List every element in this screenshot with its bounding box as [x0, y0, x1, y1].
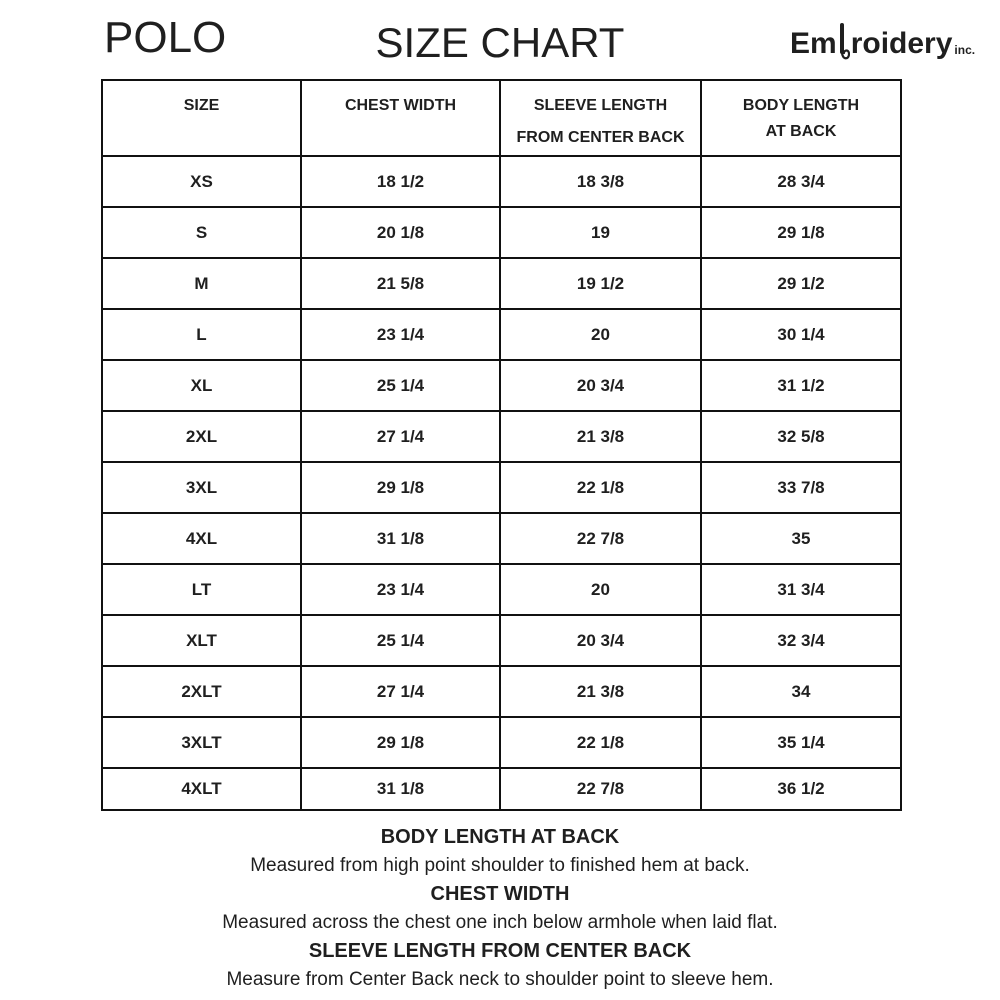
chest-width-cell: 20 1/8: [301, 207, 500, 258]
needle-thread-icon: [838, 22, 850, 62]
size-cell: 3XLT: [102, 717, 301, 768]
size-cell: LT: [102, 564, 301, 615]
note-text: Measured from high point shoulder to finished hem at back.: [250, 855, 750, 876]
logo-text-left: Em: [790, 27, 837, 60]
sleeve-length-cell: 19: [500, 207, 701, 258]
body-length-cell: 35: [701, 513, 901, 564]
body-length-cell: 32 3/4: [701, 615, 901, 666]
size-cell: XS: [102, 156, 301, 207]
table-row: [102, 615, 901, 666]
sleeve-length-cell: 20 3/4: [500, 615, 701, 666]
brand-logo: [790, 22, 975, 62]
size-cell: 4XLT: [102, 768, 301, 810]
body-length-cell: 33 7/8: [701, 462, 901, 513]
column-header-line: AT BACK: [765, 123, 837, 140]
chest-width-cell: 31 1/8: [301, 768, 500, 810]
sleeve-length-cell: 21 3/8: [500, 411, 701, 462]
sleeve-length-cell: 20 3/4: [500, 360, 701, 411]
column-header-size: [102, 80, 301, 156]
body-length-cell: 31 3/4: [701, 564, 901, 615]
body-length-cell: 36 1/2: [701, 768, 901, 810]
size-cell: M: [102, 258, 301, 309]
size-cell: 2XL: [102, 411, 301, 462]
note-heading: CHEST WIDTH: [430, 883, 570, 905]
body-length-cell: 29 1/8: [701, 207, 901, 258]
measurement-notes: [0, 823, 1000, 994]
column-header-line: SIZE: [183, 97, 220, 114]
table-row: [102, 717, 901, 768]
table-row: [102, 564, 901, 615]
sleeve-length-cell: 20: [500, 309, 701, 360]
column-header-chest-width: [301, 80, 500, 156]
column-header-line: CHEST WIDTH: [344, 97, 457, 114]
table-row: [102, 258, 901, 309]
sleeve-length-cell: 22 7/8: [500, 513, 701, 564]
chest-width-cell: 25 1/4: [301, 360, 500, 411]
sleeve-length-cell: 22 7/8: [500, 768, 701, 810]
body-length-cell: 28 3/4: [701, 156, 901, 207]
table-row: [102, 156, 901, 207]
column-header-line: FROM CENTER BACK: [516, 129, 685, 146]
body-length-cell: 29 1/2: [701, 258, 901, 309]
chest-width-cell: 23 1/4: [301, 309, 500, 360]
table-row: [102, 666, 901, 717]
size-cell: 3XL: [102, 462, 301, 513]
sleeve-length-cell: 19 1/2: [500, 258, 701, 309]
column-header-line: BODY LENGTH: [742, 97, 860, 114]
logo-text-right: roidery: [850, 27, 953, 60]
column-header-line: SLEEVE LENGTH: [533, 97, 668, 114]
chest-width-cell: 29 1/8: [301, 717, 500, 768]
chest-width-cell: 25 1/4: [301, 615, 500, 666]
chest-width-cell: 23 1/4: [301, 564, 500, 615]
table-row: [102, 768, 901, 810]
table-row: [102, 411, 901, 462]
chest-width-cell: 29 1/8: [301, 462, 500, 513]
chest-width-cell: 27 1/4: [301, 666, 500, 717]
size-cell: XL: [102, 360, 301, 411]
column-header-body-length: [701, 80, 901, 156]
sleeve-length-cell: 18 3/8: [500, 156, 701, 207]
product-title: POLO: [104, 13, 227, 62]
sleeve-length-cell: 21 3/8: [500, 666, 701, 717]
body-length-cell: 34: [701, 666, 901, 717]
note-heading: SLEEVE LENGTH FROM CENTER BACK: [308, 940, 692, 962]
note-heading: BODY LENGTH AT BACK: [380, 826, 620, 848]
chest-width-cell: 31 1/8: [301, 513, 500, 564]
body-length-cell: 32 5/8: [701, 411, 901, 462]
note-text: Measured across the chest one inch below armhole when laid flat.: [222, 912, 778, 933]
body-length-cell: 31 1/2: [701, 360, 901, 411]
body-length-cell: 30 1/4: [701, 309, 901, 360]
table-row: [102, 309, 901, 360]
sleeve-length-cell: 22 1/8: [500, 462, 701, 513]
sleeve-length-cell: 22 1/8: [500, 717, 701, 768]
table-row: [102, 513, 901, 564]
column-header-sleeve-length: [500, 80, 701, 156]
size-cell: L: [102, 309, 301, 360]
table-row: [102, 207, 901, 258]
logo-suffix: inc.: [954, 43, 976, 57]
table-row: [102, 462, 901, 513]
page-title: SIZE CHART: [375, 19, 625, 66]
chest-width-cell: 21 5/8: [301, 258, 500, 309]
size-cell: 4XL: [102, 513, 301, 564]
table-row: [102, 360, 901, 411]
chest-width-cell: 18 1/2: [301, 156, 500, 207]
size-cell: XLT: [102, 615, 301, 666]
body-length-cell: 35 1/4: [701, 717, 901, 768]
chest-width-cell: 27 1/4: [301, 411, 500, 462]
note-text: Measure from Center Back neck to shoulder point to sleeve hem.: [226, 969, 774, 990]
table-header-row: [102, 80, 901, 156]
size-cell: 2XLT: [102, 666, 301, 717]
size-cell: S: [102, 207, 301, 258]
size-chart-table: [101, 79, 902, 811]
sleeve-length-cell: 20: [500, 564, 701, 615]
